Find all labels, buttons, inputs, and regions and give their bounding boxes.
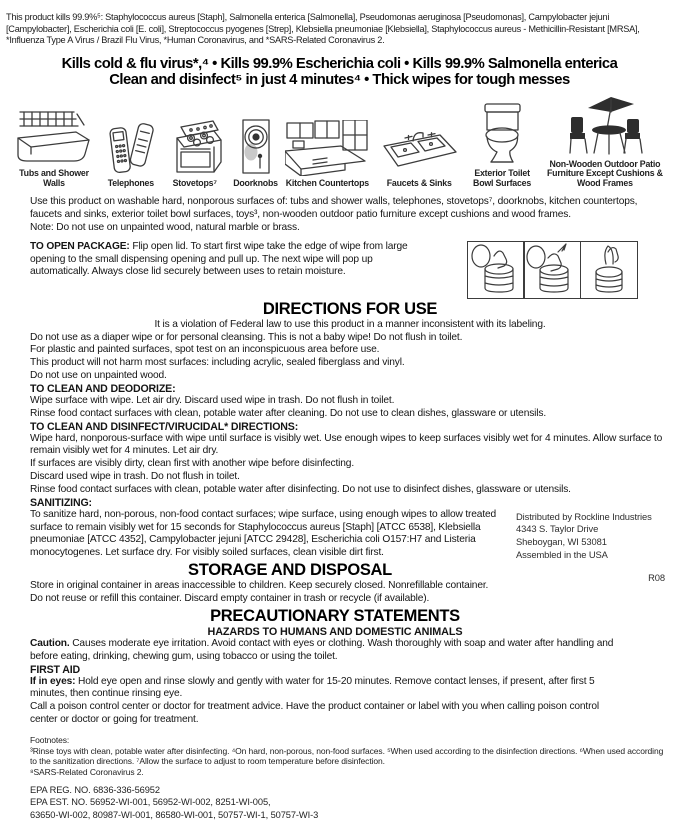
distributor-block — [516, 497, 665, 584]
storage-paragraph: Store in original container in areas inaccessible to children. Keep securely closed. Nonrefillable container. Do not reuse or refill this container. Discard empty container in trash or recycle (if available). — [30, 580, 489, 604]
epa-section — [30, 784, 665, 820]
sanitizing-paragraph: To sanitize hard, non-porous, non-food contact surfaces; wipe surface, using enough wipes to allow treated surface to remain visibly wet for 15 seconds for Staphylococcus aureus [Staph] [ATCC 6538], Klebsiella pneumoniae [ATCC 4352], Campylobacter jejuni [ATCC 29428], Escherichia coli O157:H7 and Listeria monocytogenes. Let surface dry. For visibly soiled surfaces, clean visible dirt first. — [30, 508, 497, 559]
surface-tubs — [8, 110, 100, 189]
sanitizing-heading: SANITIZING: — [30, 496, 92, 509]
open-package-text: Flip open lid. To start first wipe take the edge of wipe from large opening to the small dispensing opening and pull up. The next wipe will pop up automatically. Always close lid securely between uses to retain moisture. — [30, 240, 408, 278]
pull-wipe-step2-icon — [525, 241, 582, 299]
directions-line: For plastic and painted surfaces, spot test on an inconspicuous area before use. — [30, 344, 380, 356]
label-body — [6, 191, 673, 821]
flip-lid-step1-icon — [468, 241, 525, 299]
caution-text: Causes moderate eye irritation. Avoid contact with eyes or clothing. Wash thoroughly with soap and water after handling and before eating, drinking, chewing gum, using tobacco or using the toilet. — [30, 637, 614, 662]
surface-patio-furniture — [539, 95, 671, 190]
disinfect-heading: TO CLEAN AND DISINFECT/VIRUCIDAL* DIRECTIONS: — [30, 420, 299, 433]
distributor-line: 4343 S. Taylor Drive — [516, 523, 599, 535]
distributor-line: Sheboygan, WI 53081 — [516, 536, 607, 548]
surface-label: Telephones — [107, 178, 154, 189]
storage-title: STORAGE AND DISPOSAL — [188, 561, 392, 580]
first-aid-heading: FIRST AID — [30, 663, 81, 676]
surface-label: Kitchen Countertops — [285, 178, 369, 189]
surface-label: Stovetops⁷ — [172, 178, 217, 189]
precautionary-section — [30, 607, 640, 727]
deodorize-section — [30, 383, 665, 421]
wipe-pops-up-step3-icon — [581, 241, 638, 299]
epa-reg-number: EPA REG. NO. 6836-336-56952 — [30, 785, 160, 796]
eyes-lead: If in eyes: — [30, 675, 76, 687]
surface-telephones — [102, 120, 160, 189]
directions-section — [30, 300, 670, 383]
open-package-paragraph — [30, 241, 422, 280]
headline-line1: Kills cold & flu virus*,⁴ • Kills 99.9% Escherichia coli • Kills 99.9% Salmonella enterica — [61, 55, 618, 72]
deodorize-heading: TO CLEAN AND DEODORIZE: — [30, 382, 176, 395]
precautionary-title: PRECAUTIONARY STATEMENTS — [210, 606, 460, 625]
kitchen-countertop-icon — [285, 120, 369, 176]
surface-doorknobs — [230, 118, 282, 189]
eyes-paragraph — [30, 676, 618, 702]
directions-line: This product will not harm most surfaces: including acrylic, sealed fiberglass and vinyl. — [30, 357, 405, 369]
disinfect-line: Rinse food contact surfaces with clean, potable water after disinfecting. Do not use to disinfect dishes, glassware or utensils. — [30, 483, 571, 495]
disinfect-section — [30, 421, 665, 497]
footnotes-section — [30, 735, 665, 778]
surface-kitchen-countertops — [283, 120, 371, 189]
stove-icon — [164, 118, 226, 176]
kill-claims-intro: This product kills 99.9%⁵: Staphylococcus aureus [Staph], Salmonella enterica [Salmonella], Pseudomonas aeruginosa [Pseudomonas], Campylobacter jejuni [Campylobacter], Escherichia coli [E. coli], Streptococcus pyogenes [Strep], Klebsiella pneumoniae [Klebsiella], Staphylococcus aureus - Methicillin-Resistant [MRSA], *Influenza Type A Virus / Brazil Flu Virus, *Human Coronavirus, and *SARS-Related Coronavirus 2. — [6, 12, 640, 45]
surface-label: Doorknobs — [233, 178, 278, 189]
footnotes-line: ³Rinse toys with clean, potable water after disinfecting. ⁴On hard, non-porous, non-food surfaces. ⁵When used according to the disinfection directions. ⁶When used according to the sanitization directions. ⁷Allow the surface to adjust to room temperature before disinfection. — [30, 745, 664, 767]
open-package-lead: TO OPEN PACKAGE: — [30, 240, 130, 252]
epa-est-number: EPA EST. NO. 56952-WI-001, 56952-WI-002, 8251-WI-005, — [30, 797, 271, 808]
federal-law-line: It is a violation of Federal law to use this product in a manner inconsistent with its labeling. — [154, 318, 546, 330]
patio-furniture-icon — [564, 95, 646, 157]
disinfect-line: Discard used wipe in trash. Do not flush in toilet. — [30, 471, 240, 483]
caution-paragraph — [30, 638, 618, 664]
surface-label: Non-Wooden Outdoor Patio Furniture Except Cushions & Wood Frames — [546, 158, 663, 189]
surface-label: Faucets & Sinks — [386, 178, 452, 189]
telephone-icon — [104, 120, 158, 176]
bathtub-icon — [14, 110, 94, 166]
surface-toilet — [467, 102, 537, 189]
poison-control-paragraph: Call a poison control center or doctor for treatment advice. Have the product container or label with you when calling poison control center or doctor or going for treatment. — [30, 701, 599, 726]
use-on-note: Note: Do not use on unpainted wood, natural marble or brass. — [30, 221, 300, 233]
toilet-icon — [477, 102, 527, 166]
footnotes-label: Footnotes: — [30, 734, 70, 745]
distributor-line: Distributed by Rockline Industries — [516, 510, 652, 522]
use-on-paragraph: Use this product on washable hard, nonporous surfaces of: tubs and shower walls, telephones, stovetops⁷, doorknobs, kitchen countertops, faucets and sinks, exterior toilet bowl surfaces, toys³, non-wooden outdoor patio furniture except cushions and wood frames. — [30, 196, 638, 220]
footnotes-line: ⁸SARS-Related Coronavirus 2. — [30, 766, 144, 777]
deodorize-line: Wipe surface with wipe. Let air dry. Discard used wipe in trash. Do not flush in toilet. — [30, 394, 395, 406]
surface-stovetops — [162, 118, 228, 189]
directions-line: Do not use as a diaper wipe or for personal cleansing. This is not a baby wipe! Do not flush in toilet. — [30, 331, 463, 343]
epa-est-number-continued: 63650-WI-002, 80987-WI-001, 86580-WI-001, 50757-WI-1, 50757-WI-3 — [30, 809, 319, 820]
sink-icon — [376, 126, 462, 176]
deodorize-line: Rinse food contact surfaces with clean, potable water after cleaning. Do not use to clean dishes, glassware or utensils. — [30, 407, 547, 419]
revision-code: R08 — [648, 571, 665, 583]
directions-line: Do not use on unpainted wood. — [30, 370, 167, 382]
sanitizing-and-distributor — [30, 497, 665, 606]
doorknob-icon — [236, 118, 276, 176]
eyes-text: Hold eye open and rinse slowly and gently with water for 15-20 minutes. Remove contact lenses, if present, after first 5 minutes, then continue rinsing eye. — [30, 675, 595, 700]
distributor-line: Assembled in the USA — [516, 548, 608, 560]
disinfect-line: If surfaces are visibly dirty, clean first with another wipe before disinfecting. — [30, 458, 354, 470]
storage-section — [30, 561, 550, 606]
caution-lead: Caution. — [30, 637, 70, 649]
open-package-section — [30, 241, 665, 299]
directions-title: DIRECTIONS FOR USE — [262, 299, 438, 318]
surface-faucets-sinks — [373, 126, 465, 189]
open-package-illustration — [468, 241, 638, 299]
surface-icons-row — [6, 88, 673, 192]
sanitizing-section — [30, 497, 498, 606]
headline-line2: Clean and disinfect⁵ in just 4 minutes⁴ • Thick wipes for tough messes — [109, 71, 570, 88]
surface-label: Tubs and Shower Walls — [19, 168, 89, 189]
headline — [6, 56, 673, 88]
surface-label: Exterior Toilet Bowl Surfaces — [473, 168, 532, 189]
hazards-subtitle: HAZARDS TO HUMANS AND DOMESTIC ANIMALS — [207, 625, 463, 638]
disinfect-line: Wipe hard, nonporous-surface with wipe until surface is visibly wet. Use enough wipes to keep surfaces visibly wet for 4 minutes. Allow surface to remain visibly wet for 4 minutes. Let air dry. — [30, 432, 663, 457]
